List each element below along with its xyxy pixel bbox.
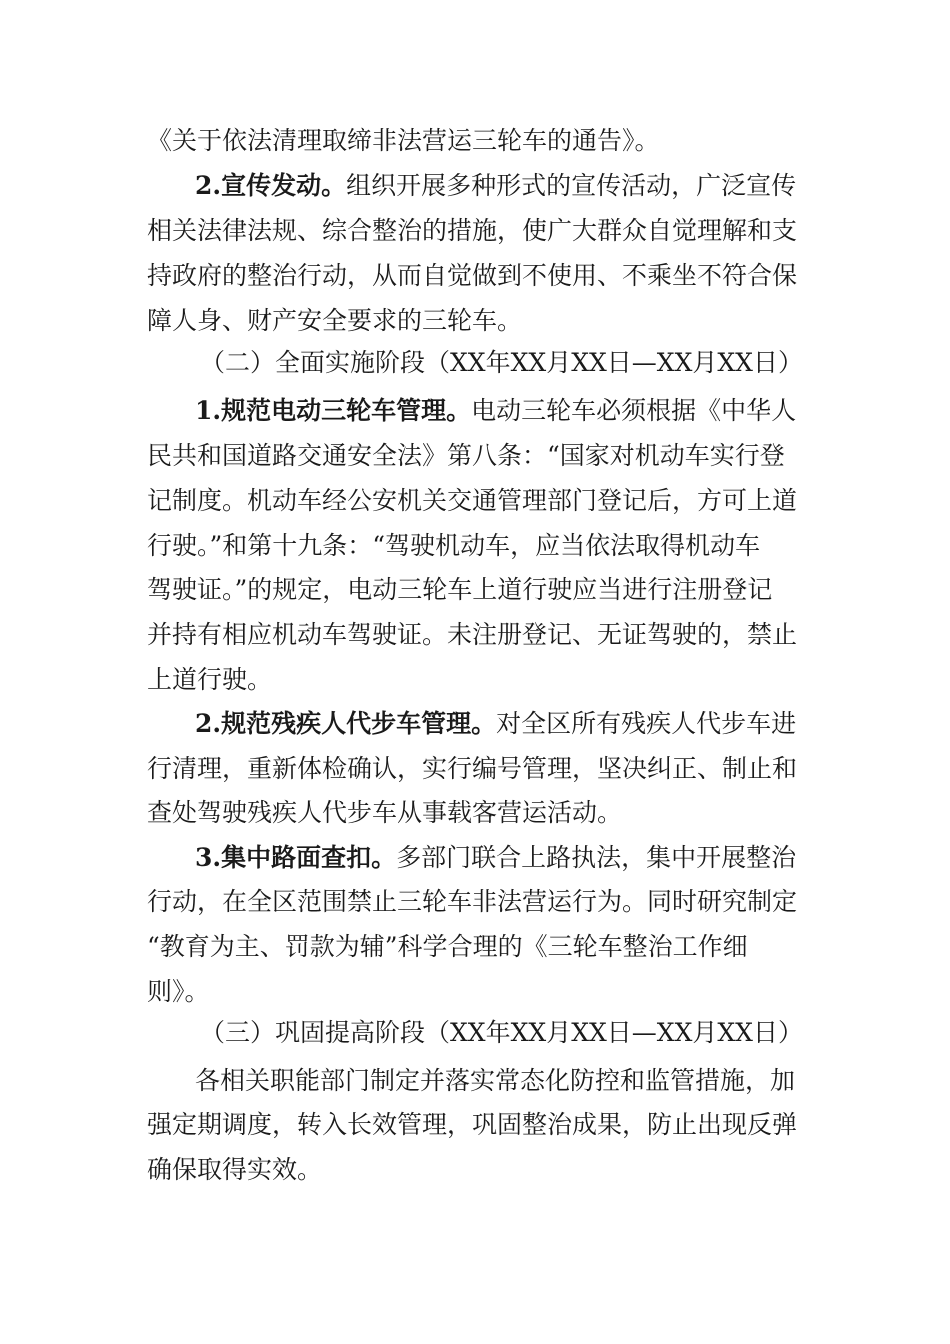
text-span: 记制度。机动车经公安机关交通管理部门登记后，方可上道 (147, 486, 798, 515)
paragraph-line (147, 969, 809, 1014)
text-span: 确保取得实效。 (147, 1155, 323, 1184)
text-span: （二）全面实施阶段（XX年XX月XX日—XX月XX日） (200, 348, 803, 377)
paragraph-line (147, 208, 809, 253)
text-span: 电动三轮车必须根据《中华人 (471, 396, 797, 425)
text-span: 上道行驶。 (147, 665, 273, 694)
text-span: 行动，在全区范围禁止三轮车非法营运行为。同时研究制定 (147, 887, 798, 916)
text-span: 行清理，重新体检确认，实行编号管理，坚决纠正、制止和 (147, 754, 798, 783)
paragraph-line (147, 567, 809, 612)
paragraph-line (147, 433, 809, 478)
text-span: 相关法律法规、综合整治的措施，使广大群众自觉理解和支 (147, 216, 798, 245)
text-span: 障人身、财产安全要求的三轮车。 (147, 306, 523, 335)
paragraph-line (147, 746, 809, 791)
text-span: 组织开展多种形式的宣传活动，广泛宣传 (346, 171, 797, 200)
paragraph-heading: 1.规范电动三轮车管理。 (195, 396, 472, 425)
text-span: “教育为主、罚款为辅”科学合理的《三轮车整治工作细 (147, 932, 748, 961)
paragraph-line (147, 253, 809, 298)
paragraph-line (147, 657, 809, 702)
paragraph-line (147, 118, 809, 163)
text-span: 民共和国道路交通安全法》第八条：“国家对机动车实行登 (147, 441, 785, 470)
text-span: （三）巩固提高阶段（XX年XX月XX日—XX月XX日） (200, 1018, 803, 1047)
paragraph-line (147, 612, 809, 657)
section-heading (200, 1010, 862, 1055)
paragraph-heading: 2.宣传发动。 (195, 171, 347, 200)
paragraph-line (147, 298, 809, 343)
paragraph-line (195, 1058, 857, 1103)
paragraph-line (147, 523, 809, 568)
section-heading (200, 340, 862, 385)
paragraph-line (147, 1147, 809, 1192)
paragraph-line (147, 478, 809, 523)
paragraph-line (195, 835, 857, 880)
text-span: 驾驶证。”的规定，电动三轮车上道行驶应当进行注册登记 (147, 575, 773, 604)
paragraph-line (147, 1102, 809, 1147)
text-span: 则》。 (147, 977, 210, 1006)
text-span: 强定期调度，转入长效管理，巩固整治成果，防止出现反弹 (147, 1110, 798, 1139)
text-span: 对全区所有残疾人代步车进 (496, 709, 797, 738)
paragraph-line (147, 924, 809, 969)
text-span: 多部门联合上路执法，集中开展整治 (396, 843, 797, 872)
paragraph-heading: 2.规范残疾人代步车管理。 (195, 709, 497, 738)
text-span: 并持有相应机动车驾驶证。未注册登记、无证驾驶的，禁止 (147, 620, 798, 649)
text-span: 查处驾驶残疾人代步车从事载客营运活动。 (147, 798, 623, 827)
text-span: 各相关职能部门制定并落实常态化防控和监管措施，加 (195, 1066, 796, 1095)
text-span: 持政府的整治行动，从而自觉做到不使用、不乘坐不符合保 (147, 261, 798, 290)
paragraph-line (147, 790, 809, 835)
paragraph-line (195, 163, 857, 208)
text-span: 《关于依法清理取缔非法营运三轮车的通告》。 (147, 126, 660, 155)
paragraph-heading: 3.集中路面查扣。 (195, 843, 397, 872)
text-span: 行驶。”和第十九条：“驾驶机动车，应当依法取得机动车 (147, 531, 761, 560)
paragraph-line (195, 701, 857, 746)
paragraph-line (147, 879, 809, 924)
paragraph-line (195, 388, 857, 433)
